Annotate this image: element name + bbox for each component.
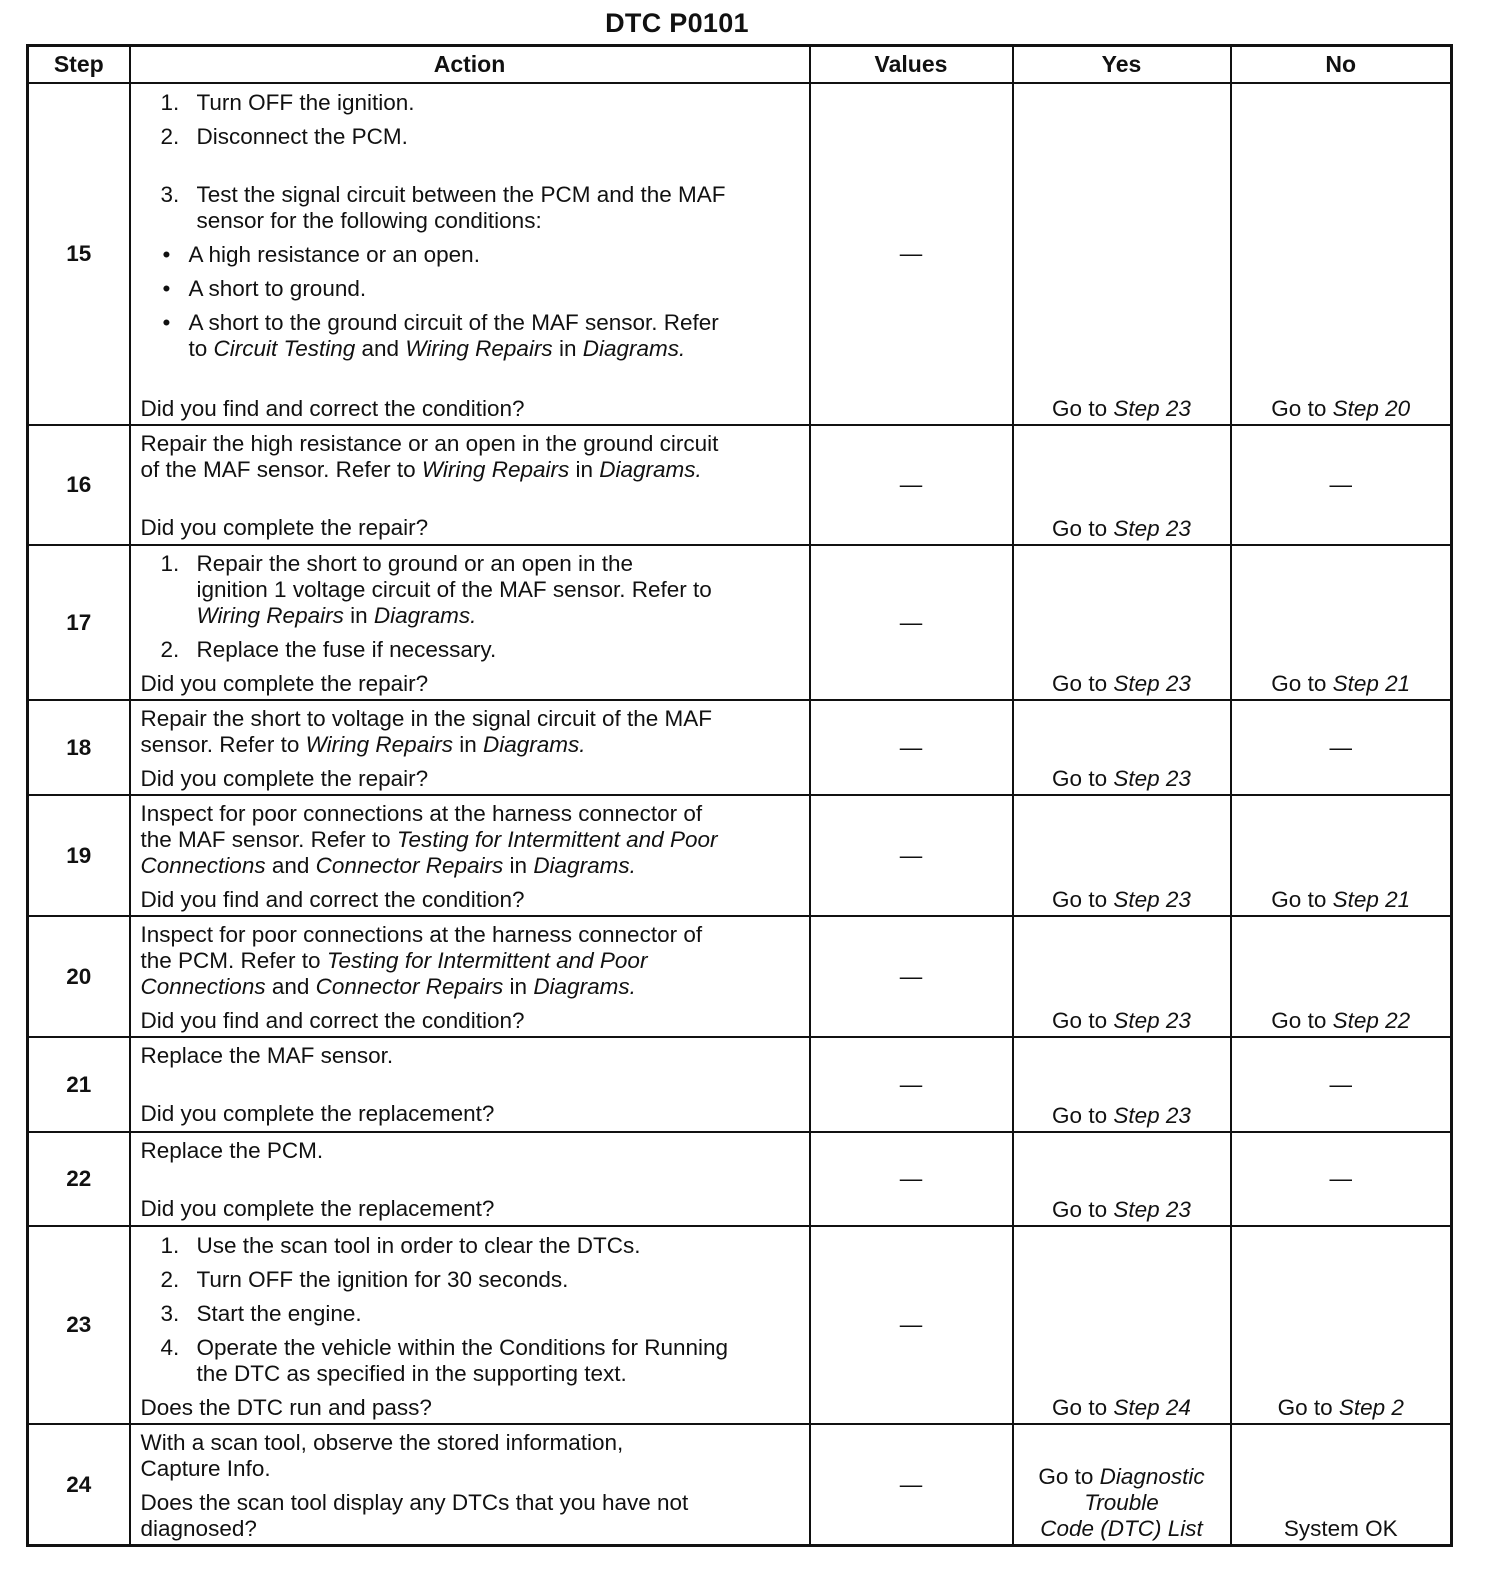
- no-cell: Go to Step 21: [1231, 795, 1452, 916]
- values-cell: —: [810, 1424, 1013, 1546]
- yes-cell: Go to Step 23: [1013, 545, 1231, 700]
- question: Did you complete the repair?: [140, 515, 429, 540]
- step-number: 16: [28, 425, 130, 545]
- question: Did you complete the replacement?: [140, 1196, 495, 1221]
- step-number: 19: [28, 795, 130, 916]
- table-row: [28, 916, 1452, 1037]
- step-number: 24: [28, 1424, 130, 1546]
- action-cell: 1. Use the scan tool in order to clear the DTCs. 2. Turn OFF the ignition for 30 seconds. 3. Start the engine. 4. Operate the vehicle within the Conditions for Running the DTC as specified in the supporting text. Does the DTC run and pass?: [130, 1226, 810, 1424]
- step-number: 20: [28, 916, 130, 1037]
- header-no: No: [1231, 46, 1452, 84]
- values-cell: —: [810, 545, 1013, 700]
- values-cell: —: [810, 425, 1013, 545]
- table-row: [28, 1037, 1452, 1132]
- no-cell: Go to Step 20: [1231, 83, 1452, 425]
- step-number: 18: [28, 700, 130, 795]
- values-cell: —: [810, 83, 1013, 425]
- question: Did you find and correct the condition?: [140, 887, 525, 912]
- header-yes: Yes: [1013, 46, 1231, 84]
- table-row: [28, 1424, 1452, 1546]
- yes-cell: Go to Step 23: [1013, 795, 1231, 916]
- no-cell: Go to Step 2: [1231, 1226, 1452, 1424]
- action-cell: 1. Repair the short to ground or an open in the ignition 1 voltage circuit of the MAF sensor. Refer to Wiring Repairs in Diagrams. 2. Replace the fuse if necessary. Did you complete the repair?: [130, 545, 810, 700]
- action-cell: Repair the high resistance or an open in the ground circuit of the MAF sensor. Refer to Wiring Repairs in Diagrams. Did you complete the repair?: [130, 425, 810, 545]
- step-number: 15: [28, 83, 130, 425]
- question: Does the DTC run and pass?: [140, 1395, 432, 1420]
- no-cell: Go to Step 22: [1231, 916, 1452, 1037]
- yes-cell: Go to Step 24: [1013, 1226, 1231, 1424]
- no-cell: —: [1231, 425, 1452, 545]
- yes-cell: Go to Step 23: [1013, 425, 1231, 545]
- values-cell: —: [810, 1037, 1013, 1132]
- table-row: [28, 1132, 1452, 1226]
- values-cell: —: [810, 795, 1013, 916]
- table-row: [28, 83, 1452, 425]
- values-cell: —: [810, 700, 1013, 795]
- step-number: 17: [28, 545, 130, 700]
- action-cell: Inspect for poor connections at the harness connector of the PCM. Refer to Testing for Intermittent and Poor Connections and Connector Repairs in Diagrams. Did you find and correct the condition?: [130, 916, 810, 1037]
- no-cell: System OK: [1231, 1424, 1452, 1546]
- question: Did you complete the repair?: [140, 766, 429, 791]
- yes-cell: Go to Step 23: [1013, 83, 1231, 425]
- step-number: 21: [28, 1037, 130, 1132]
- step-number: 22: [28, 1132, 130, 1226]
- action-cell: Replace the PCM. Did you complete the replacement?: [130, 1132, 810, 1226]
- yes-cell: Go to Diagnostic Trouble Code (DTC) List: [1013, 1424, 1231, 1546]
- question: Did you complete the replacement?: [140, 1101, 495, 1126]
- action-cell: Replace the MAF sensor. Did you complete the replacement?: [130, 1037, 810, 1132]
- values-cell: —: [810, 1132, 1013, 1226]
- table-row: [28, 795, 1452, 916]
- header-row: [28, 46, 1452, 84]
- header-values: Values: [810, 46, 1013, 84]
- values-cell: —: [810, 916, 1013, 1037]
- question: Did you find and correct the condition?: [140, 396, 525, 421]
- yes-cell: Go to Step 23: [1013, 916, 1231, 1037]
- yes-cell: Go to Step 23: [1013, 1132, 1231, 1226]
- no-cell: —: [1231, 1037, 1452, 1132]
- table-row: [28, 545, 1452, 700]
- values-cell: —: [810, 1226, 1013, 1424]
- question: Did you find and correct the condition?: [140, 1008, 525, 1033]
- action-cell: With a scan tool, observe the stored information, Capture Info. Does the scan tool display any DTCs that you have not diagnosed?: [130, 1424, 810, 1546]
- no-cell: —: [1231, 1132, 1452, 1226]
- action-cell: Repair the short to voltage in the signal circuit of the MAF sensor. Refer to Wiring Repairs in Diagrams. Did you complete the repair?: [130, 700, 810, 795]
- question: Did you complete the repair?: [140, 671, 429, 696]
- yes-cell: Go to Step 23: [1013, 1037, 1231, 1132]
- action-cell: 1. Turn OFF the ignition. 2. Disconnect the PCM. 3. Test the signal circuit between the PCM and the MAF sensor for the following conditions: • A high resistance or an open. • A short to ground. • A short to the ground circuit of the MAF sensor. Refer to Circuit Testing and Wiring Repairs in Diagrams. Did you find and correct the condition?: [130, 83, 810, 425]
- table-row: [28, 425, 1452, 545]
- header-step: Step: [28, 46, 130, 84]
- no-cell: —: [1231, 700, 1452, 795]
- page-title: DTC P0101: [605, 8, 749, 38]
- yes-cell: Go to Step 23: [1013, 700, 1231, 795]
- action-cell: Inspect for poor connections at the harness connector of the MAF sensor. Refer to Testing for Intermittent and Poor Connections and Connector Repairs in Diagrams. Did you find and correct the condition?: [130, 795, 810, 916]
- no-cell: Go to Step 21: [1231, 545, 1452, 700]
- table-row: [28, 1226, 1452, 1424]
- header-action: Action: [130, 46, 810, 84]
- step-number: 23: [28, 1226, 130, 1424]
- diagnostic-table: [26, 44, 1453, 1547]
- table-row: [28, 700, 1452, 795]
